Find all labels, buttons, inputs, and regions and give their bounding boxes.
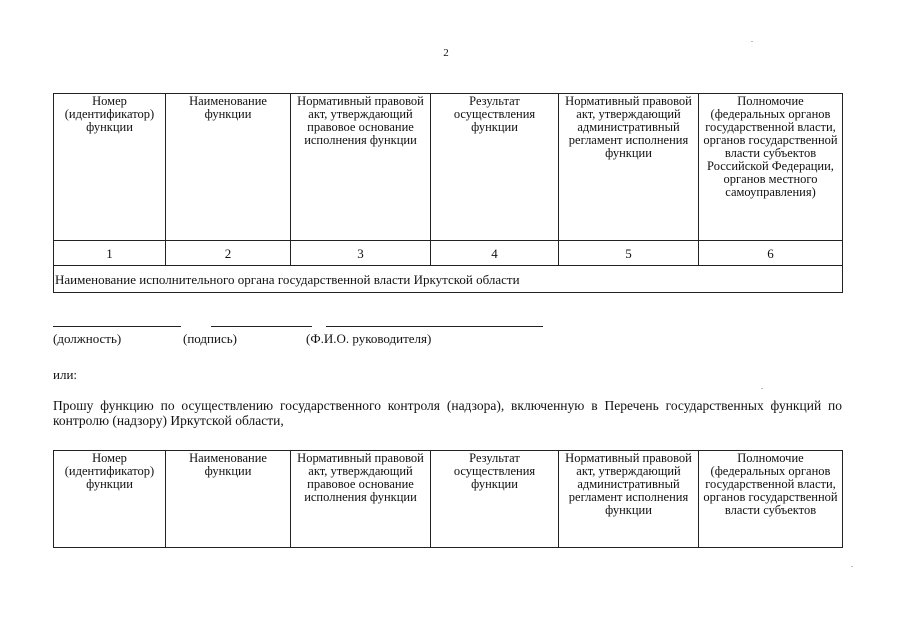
functions-table-continued <box>53 450 843 548</box>
functions-table <box>53 93 843 293</box>
position-line <box>53 326 181 327</box>
column-number: 5 <box>559 241 699 266</box>
header-number: Номер (идентификатор) функции <box>54 451 166 548</box>
position-label: (должность) <box>53 331 122 346</box>
table-header-row <box>54 94 843 241</box>
request-paragraph: Прошу функцию по осуществлению государственного контроля (надзора), включенную в Перечень государственных функций по контролю (надзору) Иркутской области, <box>53 398 842 428</box>
scan-speck <box>851 566 853 567</box>
org-name-cell: Наименование исполнительного органа государственной власти Иркутской области <box>54 266 843 293</box>
header-number: Номер (идентификатор) функции <box>54 94 166 241</box>
or-text: или: <box>53 367 78 382</box>
column-number: 3 <box>291 241 431 266</box>
column-number: 1 <box>54 241 166 266</box>
header-result: Результат осуществления функции <box>431 94 559 241</box>
page-number: 2 <box>443 47 449 59</box>
signature-line <box>211 326 312 327</box>
header-result: Результат осуществления функции <box>431 451 559 548</box>
header-legal-act: Нормативный правовой акт, утверждающий правовое основание исполнения функции <box>291 451 431 548</box>
header-name: Наименование функции <box>166 451 291 548</box>
header-name: Наименование функции <box>166 94 291 241</box>
column-number-row <box>54 241 843 266</box>
header-regulation: Нормативный правовой акт, утверждающий административный регламент исполнения функции <box>559 94 699 241</box>
header-authority: Полномочие (федеральных органов государственной власти, органов государственной власти субъектов <box>699 451 843 548</box>
scan-speck <box>751 41 753 42</box>
signature-label: (подпись) <box>183 331 237 346</box>
table-header-row <box>54 451 843 548</box>
header-legal-act: Нормативный правовой акт, утверждающий правовое основание исполнения функции <box>291 94 431 241</box>
column-number: 6 <box>699 241 843 266</box>
org-name-row <box>54 266 843 293</box>
header-authority: Полномочие (федеральных органов государственной власти, органов государственной власти субъектов Российской Федерации, органов местного самоуправления) <box>699 94 843 241</box>
name-line <box>326 326 543 327</box>
scan-speck <box>761 388 763 389</box>
name-label: (Ф.И.О. руководителя) <box>306 331 432 346</box>
column-number: 2 <box>166 241 291 266</box>
column-number: 4 <box>431 241 559 266</box>
header-regulation: Нормативный правовой акт, утверждающий административный регламент исполнения функции <box>559 451 699 548</box>
